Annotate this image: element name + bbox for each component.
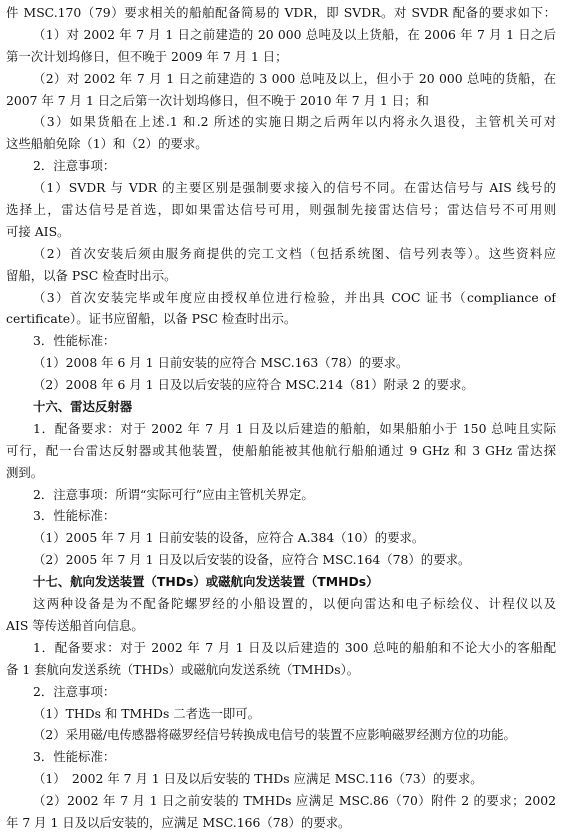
text-line: AIS 等传送船首向信息。	[6, 617, 144, 633]
text-line: 1．配备要求：对于 2002 年 7 月 1 日及以后建造的 300 总吨的船舶和不论大小的客船配	[33, 639, 556, 655]
text-line: （3）如果货船在上述.1 和.2 所述的实施日期之后两年以内将永久退役，主管机关可对	[33, 114, 556, 130]
text-line: 可接 AIS。	[6, 223, 70, 239]
text-line: （1）对 2002 年 7 月 1 日之前建造的 20 000 总吨及以上货船，在 2006 年 7 月 1 日之后	[33, 26, 556, 42]
text-line: 3．性能标准：	[33, 508, 116, 524]
section-heading: 十六、雷达反射器	[33, 399, 133, 415]
text-line: 1．配备要求：对于 2002 年 7 月 1 日及以后建造的船舶，如果船舶小于 150 总吨且实际	[33, 420, 556, 436]
text-line: 可行，配一台雷达反射器或其他装置，使船舶能被其他航行船舶通过 9 GHz 和 3 GHz 雷达探	[6, 442, 556, 458]
text-line: 留船，以备 PSC 检查时出示。	[6, 267, 177, 283]
text-line: 3．性能标准：	[33, 749, 116, 765]
text-line: 这两种设备是为不配备陀螺罗经的小船设置的，以便向雷达和电子标绘仪、计程仪以及	[33, 596, 556, 612]
text-line: 第一次计划坞修日，但不晚于 2009 年 7 月 1 日；	[6, 48, 288, 64]
text-line: （2）采用磁/电传感器将磁罗经信号转换成电信号的装置不应影响磁罗经测方位的功能。	[33, 727, 516, 743]
text-line: 2．注意事项：	[33, 683, 116, 699]
text-line: （1）SVDR 与 VDR 的主要区别是强制要求接入的信号不同。在雷达信号与 AIS 线号的	[33, 180, 556, 196]
text-line: （2）2002 年 7 月 1 日之前安装的 TMHDs 应满足 MSC.86（70）附件 2 的要求；2002	[33, 793, 556, 809]
text-line: 备 1 套航向发送系统（THDs）或磁航向发送系统（TMHDs）。	[6, 661, 360, 677]
text-line: 2．注意事项：所谓“实际可行”应由主管机关界定。	[33, 486, 314, 502]
text-line: 测到。	[6, 464, 44, 480]
text-line: （1）2008 年 6 月 1 日前安装的应符合 MSC.163（78）的要求。	[33, 355, 409, 371]
text-line: 2．注意事项：	[33, 158, 116, 174]
text-line: （1）2005 年 7 月 1 日前安装的设备，应符合 A.384（10）的要求。	[33, 530, 425, 546]
text-line: 件 MSC.170（79）要求相关的船舶配备简易的 VDR，即 SVDR。对 SVDR 配备的要求如下：	[6, 5, 556, 20]
text-line: （1）THDs 和 TMHDs 二者选一即可。	[33, 705, 261, 721]
document-page	[6, 2, 556, 834]
text-line: certificate）。证书应留船，以备 PSC 检查时出示。	[6, 311, 297, 327]
text-line: 年 7 月 1 日及以后安装的，应满足 MSC.166（78）的要求。	[6, 814, 351, 830]
text-line: 选择上，雷达信号是首选，即如果雷达信号可用，则强制先接雷达信号；雷达信号不可用则	[6, 202, 556, 218]
text-line: 这些船舶免除（1）和（2）的要求。	[6, 136, 208, 152]
text-line: （2）对 2002 年 7 月 1 日之前建造的 3 000 总吨及以上，但小于 20 000 总吨的货船，在	[33, 70, 556, 86]
section-heading: 十七、航向发送装置（THDs）或磁航向发送装置（TMHDs）	[33, 574, 379, 590]
text-line: 3．性能标准：	[33, 333, 116, 349]
text-line: 2007 年 7 月 1 日之后第一次计划坞修日，但不晚于 2010 年 7 月 1 日；和	[6, 92, 429, 108]
text-line: （1） 2002 年 7 月 1 日及以后安装的 THDs 应满足 MSC.116（73）的要求。	[33, 771, 483, 787]
text-line: （2）2008 年 6 月 1 日及以后安装的应符合 MSC.214（81）附录 2 的要求。	[33, 377, 474, 393]
text-line: （3）首次安装完毕或年度应由授权单位进行检验，并出具 COC 证书（compliance of	[33, 289, 556, 305]
text-line: （2）2005 年 7 月 1 日及以后安装的设备，应符合 MSC.164（78）的要求。	[33, 552, 471, 568]
text-line: （2）首次安装后须由服务商提供的完工文档（包括系统图、信号列表等）。这些资料应	[33, 245, 556, 261]
